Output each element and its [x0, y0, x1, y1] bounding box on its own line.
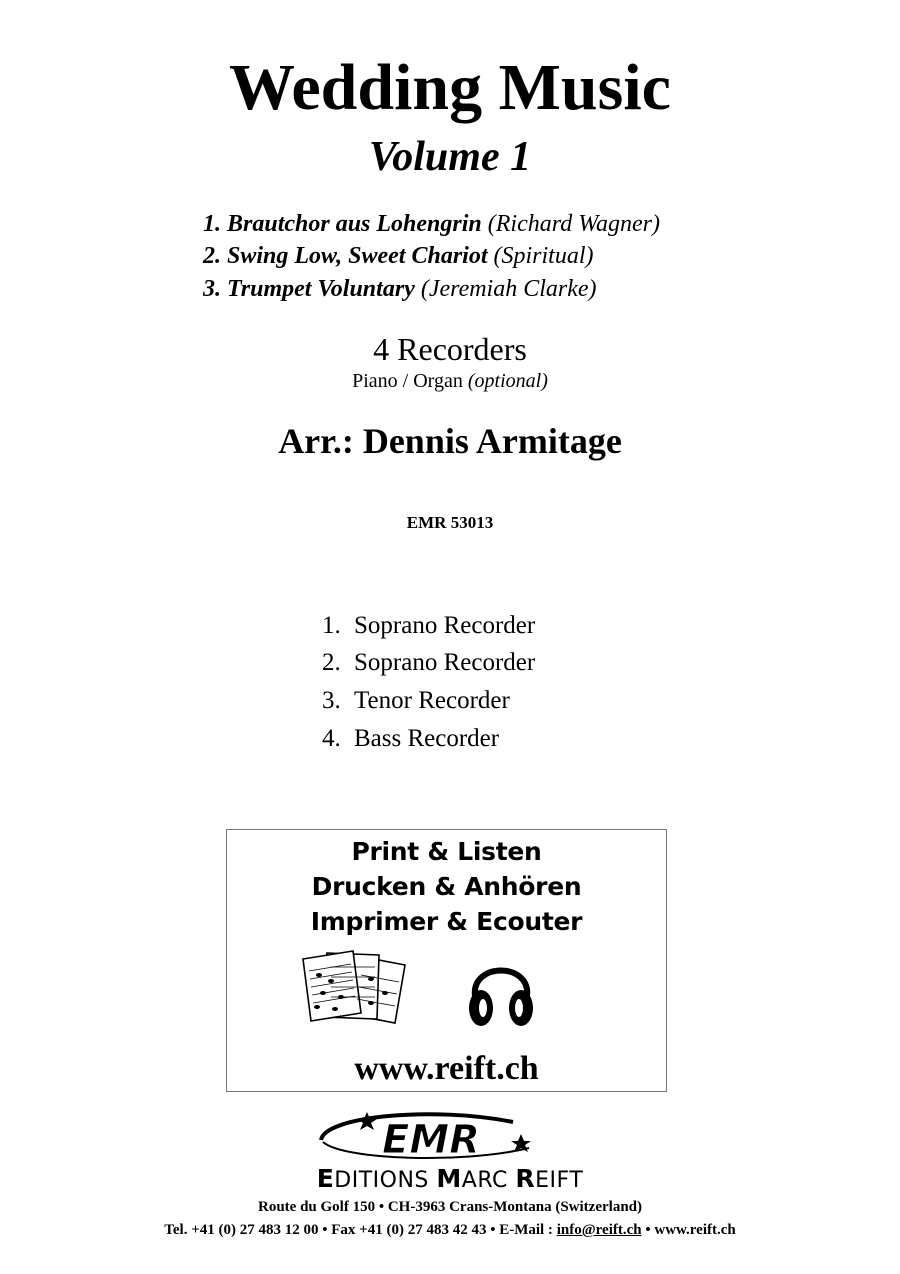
page-title: Wedding Music — [229, 51, 671, 124]
part-item — [322, 686, 510, 716]
piece-composer: (Spiritual) — [493, 243, 594, 269]
instrumentation: 4 Recorders — [373, 331, 527, 367]
part-name: Soprano Recorder — [354, 649, 536, 676]
part-number: 2. — [322, 649, 341, 676]
part-number: 1. — [322, 612, 341, 639]
contact-phone-fax: Tel. +41 (0) 27 483 12 00 • Fax +41 (0) 27 483 42 43 • E-Mail : — [164, 1222, 557, 1238]
catalog-number: EMR 53013 — [406, 513, 494, 532]
sheet-music-icon — [301, 949, 411, 1027]
piece-title: 3. Trumpet Voluntary — [203, 276, 415, 302]
publisher-word-reift: EIFT — [535, 1168, 584, 1193]
publisher-contact — [0, 1220, 900, 1240]
arranger: Arr.: Dennis Armitage — [278, 421, 622, 461]
piece-item — [203, 274, 597, 304]
part-name: Soprano Recorder — [354, 612, 536, 639]
publisher-name — [0, 1166, 900, 1194]
volume-subtitle: Volume 1 — [368, 134, 532, 180]
promo-line-german: Drucken & Anhören — [311, 872, 582, 901]
promo-line-english: Print & Listen — [351, 837, 542, 866]
print-listen-box — [226, 829, 667, 1092]
publisher-initial-r: R — [515, 1164, 536, 1193]
emr-logo-icon — [313, 1108, 543, 1166]
email-link[interactable]: info@reift.ch — [556, 1222, 642, 1238]
piece-item — [203, 241, 594, 271]
piece-composer: (Jeremiah Clarke) — [420, 276, 597, 302]
headphones-icon — [465, 950, 537, 1032]
publisher-address: Route du Golf 150 • CH-3963 Crans-Montana (Switzerland) — [258, 1199, 642, 1215]
accompaniment-note: (optional) — [467, 370, 548, 392]
emr-logo-text: EMR — [382, 1117, 480, 1163]
part-item — [322, 611, 535, 641]
accompaniment-text: Piano / Organ — [352, 370, 463, 392]
part-number: 3. — [322, 687, 341, 714]
part-item — [322, 724, 499, 754]
piece-title: 2. Swing Low, Sweet Chariot — [203, 243, 488, 269]
piece-item — [203, 209, 660, 239]
part-name: Tenor Recorder — [354, 687, 510, 714]
part-name: Bass Recorder — [354, 725, 500, 752]
piece-composer: (Richard Wagner) — [487, 211, 660, 237]
part-number: 4. — [322, 725, 341, 752]
accompaniment — [0, 368, 900, 394]
part-item — [322, 648, 535, 678]
publisher-word-marc: ARC — [461, 1168, 516, 1193]
publisher-word-editions: DITIONS — [334, 1168, 437, 1193]
publisher-initial-m: M — [436, 1164, 462, 1193]
piece-title: 1. Brautchor aus Lohengrin — [203, 211, 482, 237]
promo-url: www.reift.ch — [354, 1050, 539, 1087]
contact-website: • www.reift.ch — [641, 1222, 736, 1238]
publisher-initial-e: E — [316, 1164, 335, 1193]
promo-line-french: Imprimer & Ecouter — [310, 907, 583, 936]
